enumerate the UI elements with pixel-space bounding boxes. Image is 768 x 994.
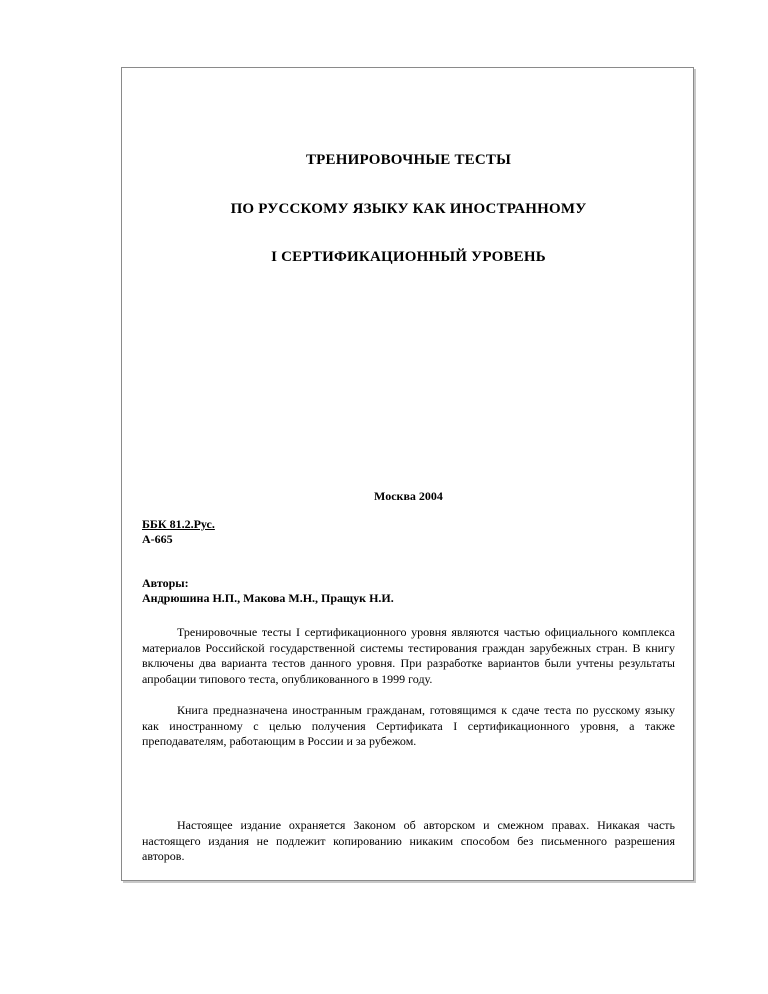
title-line-1: ТРЕНИРОВОЧНЫЕ ТЕСТЫ (305, 152, 512, 168)
title-line-3: I СЕРТИФИКАЦИОННЫЙ УРОВЕНЬ (271, 249, 546, 265)
bbk-code: ББК 81.2.Рус. (142, 517, 215, 531)
authors-block (142, 576, 394, 606)
audience-paragraph: Книга предназначена иностранным гражданам, готовящимся к сдаче теста по русскому языку как иностранному с целью получения Сертификата I сертификационного уровня, а также преподавателям, работающим в России и за рубежом. (142, 703, 675, 749)
authors-names: Андрюшина Н.П., Макова М.Н., Пращук Н.И. (142, 591, 394, 605)
city-year: Москва 2004 (374, 489, 443, 503)
authors-label: Авторы: (142, 576, 189, 590)
classification-block (142, 517, 215, 547)
document-page (121, 67, 694, 881)
description-paragraph: Тренировочные тесты I сертификационного уровня являются частью официального комплекса материалов Российской государственной системы тестирования граждан зарубежных стран. В книгу включены два варианта тестов данного уровня. При разработке вариантов были учтены результаты апробации типового теста, опубликованного в 1999 году. (142, 625, 675, 686)
title-line-2: ПО РУССКОМУ ЯЗЫКУ КАК ИНОСТРАННОМУ (230, 201, 587, 217)
copyright-paragraph: Настоящее издание охраняется Законом об авторском и смежном правах. Никакая часть настоящего издания не подлежит копированию никаким способом без письменного разрешения авторов. (142, 818, 675, 864)
page-content (142, 68, 675, 880)
author-index: А-665 (142, 532, 173, 546)
